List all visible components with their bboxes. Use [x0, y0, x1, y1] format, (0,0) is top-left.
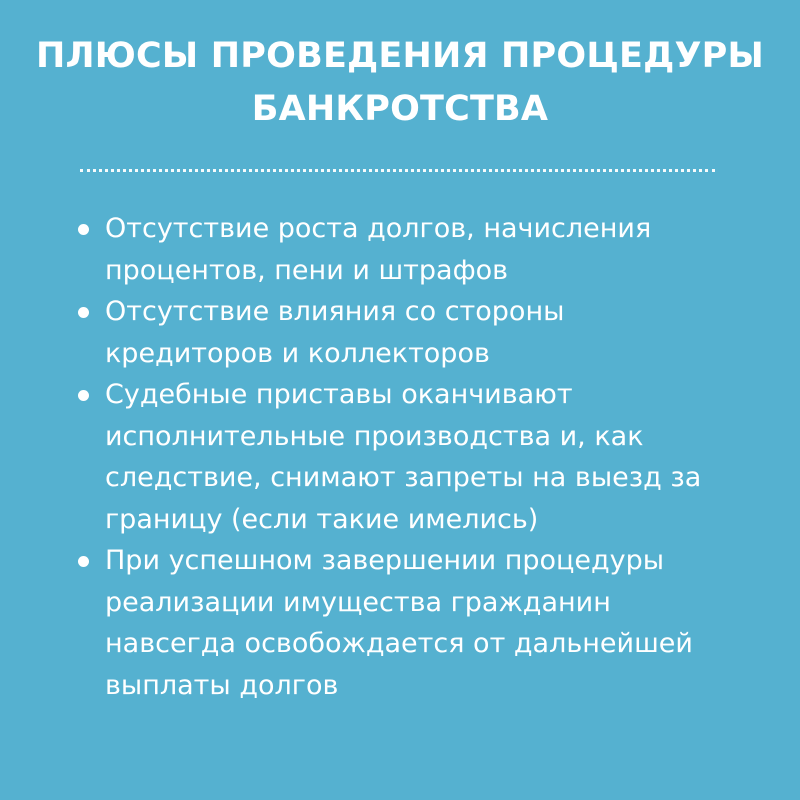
- bullet-icon: [78, 224, 89, 235]
- bullet-icon: [78, 307, 89, 318]
- list-item-line: Отсутствие роста долгов, начисления: [105, 213, 652, 244]
- list-item-line: кредиторов и коллекторов: [105, 337, 490, 369]
- list-item-text: [105, 374, 738, 540]
- list-item-line: границу (если такие имелись): [105, 503, 539, 535]
- bullet-icon: [78, 556, 89, 567]
- list-item-line: При успешном завершении процедуры: [105, 545, 665, 576]
- page-title: [0, 30, 800, 136]
- title-line-1: ПЛЮСЫ ПРОВЕДЕНИЯ ПРОЦЕДУРЫ: [35, 36, 764, 76]
- list-item-line: навсегда освобождается от дальнейшей: [105, 628, 693, 659]
- list-item-line: исполнительные производства и, как: [105, 420, 644, 452]
- list-item-text: [105, 540, 738, 706]
- bullet-icon: [78, 390, 89, 401]
- list-item-line: процентов, пени и штрафов: [105, 254, 509, 286]
- list-item-line: Судебные приставы оканчивают: [105, 379, 573, 410]
- list-item-line: Отсутствие влияния со стороны: [105, 296, 565, 327]
- list-item-3: [78, 374, 738, 540]
- list-item-2: [78, 291, 738, 374]
- list-item-text: [105, 291, 738, 374]
- list-item-4: [78, 540, 738, 706]
- benefits-list: [78, 208, 738, 706]
- list-item-text: [105, 208, 738, 291]
- dotted-divider: [80, 169, 715, 172]
- list-item-line: реализации имущества гражданин: [105, 586, 611, 618]
- list-item-line: выплаты долгов: [105, 669, 339, 701]
- title-line-2: БАНКРОТСТВА: [251, 89, 549, 129]
- list-item-line: следствие, снимают запреты на выезд за: [105, 462, 702, 493]
- list-item-1: [78, 208, 738, 291]
